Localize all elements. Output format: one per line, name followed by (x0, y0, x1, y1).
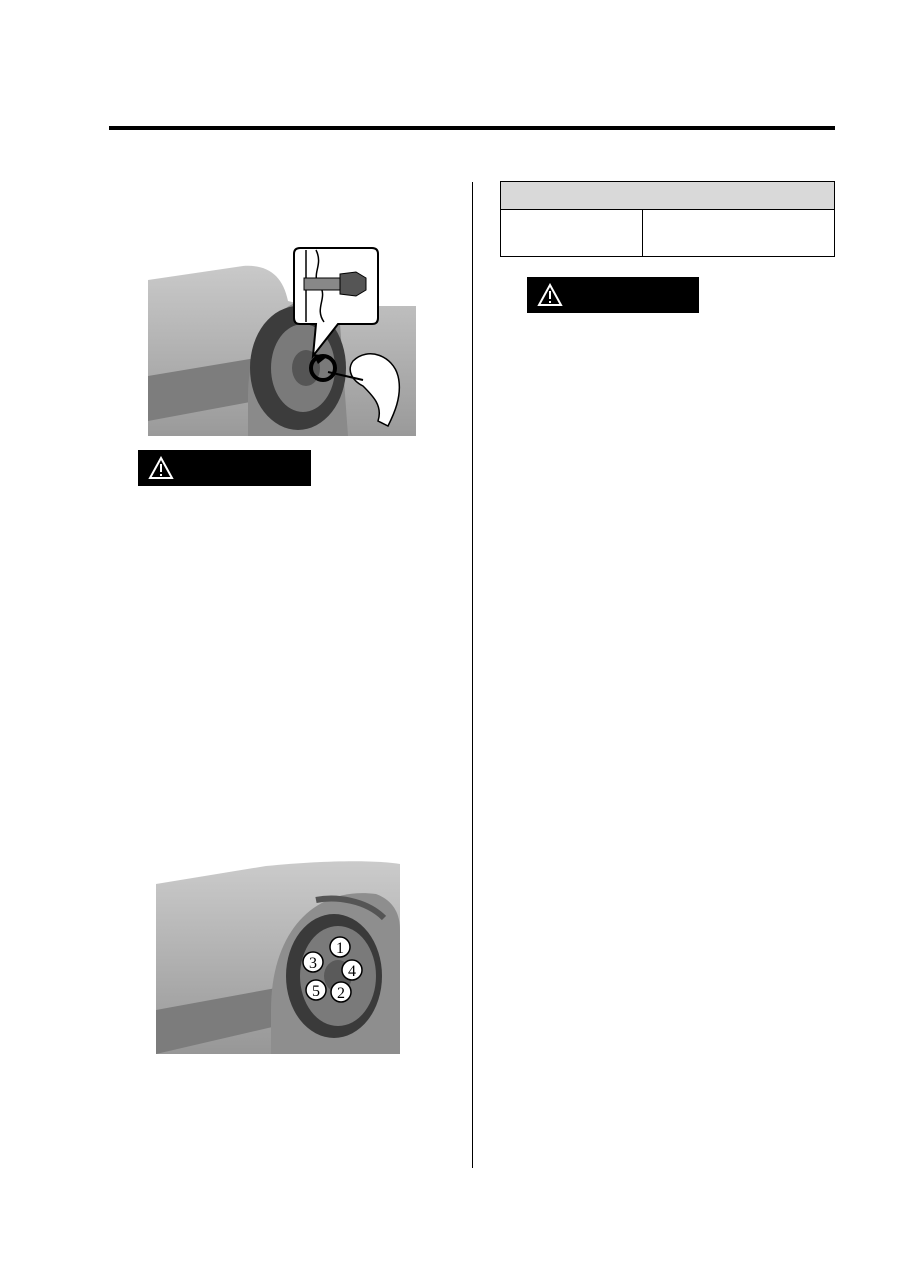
warning-banner-left (138, 450, 311, 486)
warning-triangle-icon (537, 283, 563, 307)
lug-number: 5 (312, 983, 320, 1000)
lug-number: 3 (309, 955, 317, 972)
warning-triangle-icon (148, 456, 174, 480)
warning-banner-right (527, 277, 699, 313)
spec-table-header (501, 182, 834, 210)
figure-wheel-bolt (148, 246, 416, 436)
header-rule (109, 126, 835, 130)
lug-number: 4 (348, 963, 356, 980)
spec-table-cell-right (643, 210, 834, 256)
figure-lug-nut-order (156, 860, 400, 1054)
column-divider (472, 182, 473, 1168)
spec-table-cell-left (501, 210, 643, 256)
lug-number: 1 (336, 940, 344, 957)
lug-number: 2 (337, 985, 345, 1002)
spec-table (500, 181, 835, 257)
